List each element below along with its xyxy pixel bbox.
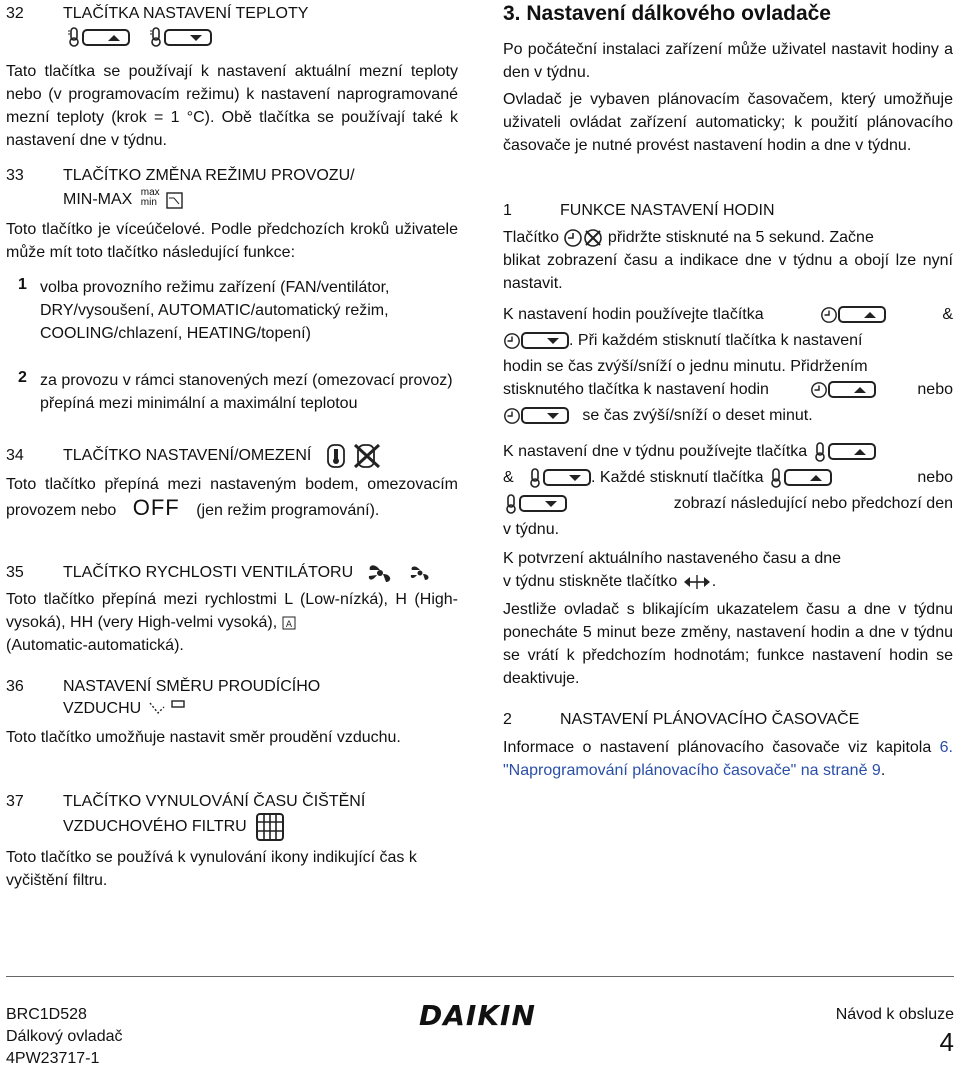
confirm-arrows-icon	[682, 571, 712, 593]
mode-icon	[164, 190, 184, 210]
footer-code: 4PW23717-1	[6, 1050, 100, 1067]
clock-up-button-icon	[838, 306, 886, 323]
section-36-body: Toto tlačítko umožňuje nastavit směr proudění vzduchu.	[6, 729, 401, 746]
temp-down-button-icon	[164, 29, 212, 46]
limit-crossed-icon	[352, 442, 382, 470]
thermometer-icon	[148, 27, 164, 47]
section-32-heading: 32 TLAČÍTKA NASTAVENÍ TEPLOTY	[6, 5, 309, 22]
chapter-heading: 3. Nastavení dálkového ovladače	[503, 2, 831, 25]
intro-paragraph-2: Ovladač je vybaven plánovacím časovačem, který umožňuje uživateli ovládat zařízení automaticky; k použití plánovacího časovače je nutné provést nastavení hodin a dne v týdnu.	[503, 91, 953, 154]
confirm-paragraph: K potvrzení aktuálního nastaveného času a dne v týdnu stiskněte tlačítko .	[503, 547, 953, 593]
thermometer-icon	[812, 442, 828, 462]
intro-paragraph-1: Po počáteční instalaci zařízení může uživatel nastavit hodiny a den v týdnu.	[503, 41, 953, 81]
section-36-heading-2: VZDUCHU	[63, 697, 186, 720]
footer-manual: Návod k obsluze	[835, 1006, 954, 1023]
footer-right	[836, 1004, 954, 1058]
clock-down-button-icon	[521, 407, 569, 424]
footer-left	[6, 1004, 123, 1070]
fan-low-icon	[408, 562, 432, 584]
section-33-heading-2: MIN-MAX max min	[63, 188, 184, 211]
clock-icon	[810, 381, 828, 399]
footer-product: Dálkový ovladač	[6, 1028, 123, 1045]
clock-buttons-paragraph: K nastavení hodin používejte tlačítka & . Při každém stisknutí tlačítka k nastavení hodin se čas zvýší/sníží o jednu minutu. Přidržením stisknutého tlačítka k nastavení hodin nebo se čas zvýší/sníží o deset minut.	[503, 306, 953, 424]
subsection-1-heading: 1 FUNKCE NASTAVENÍ HODIN	[503, 202, 775, 219]
day-buttons-paragraph: K nastavení dne v týdnu používejte tlačítka & . Každé stisknutí tlačítka nebo zobrazí následující nebo předchozí den v týdnu.	[503, 443, 953, 538]
setpoint-thermometer-icon	[324, 443, 348, 469]
off-label: OFF	[132, 495, 180, 520]
page-number: 4	[939, 1027, 954, 1057]
clock-icon	[503, 332, 521, 350]
section-34-body: Toto tlačítko přepíná mezi nastaveným bodem, omezovacím provozem nebo OFF (jen režim programování).	[6, 476, 458, 520]
clock-icon	[503, 407, 521, 425]
list-item: 1 volba provozního režimu zařízení (FAN/ventilátor, DRY/vysoušení, AUTOMATIC/automatický režim, COOLING/chlazení, HEATING/topení)	[18, 276, 390, 342]
clock-icon	[563, 228, 583, 248]
temp-up-button-icon	[82, 29, 130, 46]
clock-icon	[820, 306, 838, 324]
max-min-icon: max min	[140, 186, 160, 208]
filter-icon	[255, 812, 285, 842]
chapter-6-link[interactable]: 6. "Naprogramování plánovacího časovače" na straně 9	[503, 739, 953, 779]
air-direction-icon	[146, 699, 186, 719]
clock-crossed-icon	[583, 228, 603, 248]
section-37-heading-2: VZDUCHOVÉHO FILTRU	[63, 812, 285, 842]
section-33-list	[6, 276, 458, 415]
svg-text:A: A	[285, 619, 292, 630]
subsection-2-heading: 2 NASTAVENÍ PLÁNOVACÍHO ČASOVAČE	[503, 711, 860, 728]
section-37-heading: 37 TLAČÍTKO VYNULOVÁNÍ ČASU ČIŠTĚNÍ	[6, 793, 366, 810]
auto-fan-icon	[282, 616, 296, 630]
footer-rule	[6, 976, 954, 977]
section-37-body: Toto tlačítko se používá k vynulování ikony indikující čas k vyčištění filtru.	[6, 849, 417, 889]
day-down-button-icon	[519, 495, 567, 512]
clock-paragraph: Tlačítko přidržte stisknuté na 5 sekund. Začne blikat zobrazení času a indikace dne v týdnu a obojí lze nyní nastavit.	[503, 229, 953, 292]
thermometer-icon	[503, 494, 519, 514]
section-34-heading: 34 TLAČÍTKO NASTAVENÍ/OMEZENÍ	[6, 442, 382, 470]
timeout-paragraph: Jestliže ovladač s blikajícím ukazatelem času a dne v týdnu ponecháte 5 minut beze změny, nastavení hodin a dne v týdnu se vrátí k předchozím hodnotám; funkce nastavení hodin se deaktivuje.	[503, 601, 953, 687]
clock-down-button-icon	[521, 332, 569, 349]
list-item: 2 za provozu v rámci stanovených mezí (omezovací provoz) přepíná mezi minimální a maximální teplotou	[18, 369, 453, 412]
footer-model: BRC1D528	[6, 1006, 87, 1023]
section-33-body: Toto tlačítko je víceúčelové. Podle předchozích kroků uživatele může mít toto tlačítko následující funkce:	[6, 221, 458, 261]
section-36-heading: 36 NASTAVENÍ SMĚRU PROUDÍCÍHO	[6, 678, 321, 695]
clock-up-button-icon	[828, 381, 876, 398]
day-up-button-icon	[784, 469, 832, 486]
section-35-heading: 35 TLAČÍTKO RYCHLOSTI VENTILÁTORU	[6, 560, 432, 586]
fan-high-icon	[366, 560, 394, 586]
thermometer-icon	[527, 468, 543, 488]
section-35-body: Toto tlačítko přepíná mezi rychlostmi L (Low-nízká), H (High-vysoká), HH (very High-velmi vysoká), A (Automatic-automatická).	[6, 591, 458, 654]
section-32-body: Tato tlačítka se používají k nastavení aktuální mezní teploty nebo (v programovacím režimu) k nastavení naprogramované mezní teploty (krok = 1 °C). Obě tlačítka se používají také k nastavení dne v týdnu.	[6, 63, 458, 149]
thermometer-icon	[66, 27, 82, 47]
day-down-button-icon	[543, 469, 591, 486]
daikin-logo: DAIKIN	[419, 999, 536, 1032]
subsection-2-body: Informace o nastavení plánovacího časovače viz kapitola 6. "Naprogramování plánovacího časovače" na straně 9.	[503, 739, 953, 779]
temp-buttons	[66, 27, 212, 47]
thermometer-icon	[768, 468, 784, 488]
day-up-button-icon	[828, 443, 876, 460]
section-33-heading: 33 TLAČÍTKO ZMĚNA REŽIMU PROVOZU/	[6, 167, 355, 184]
